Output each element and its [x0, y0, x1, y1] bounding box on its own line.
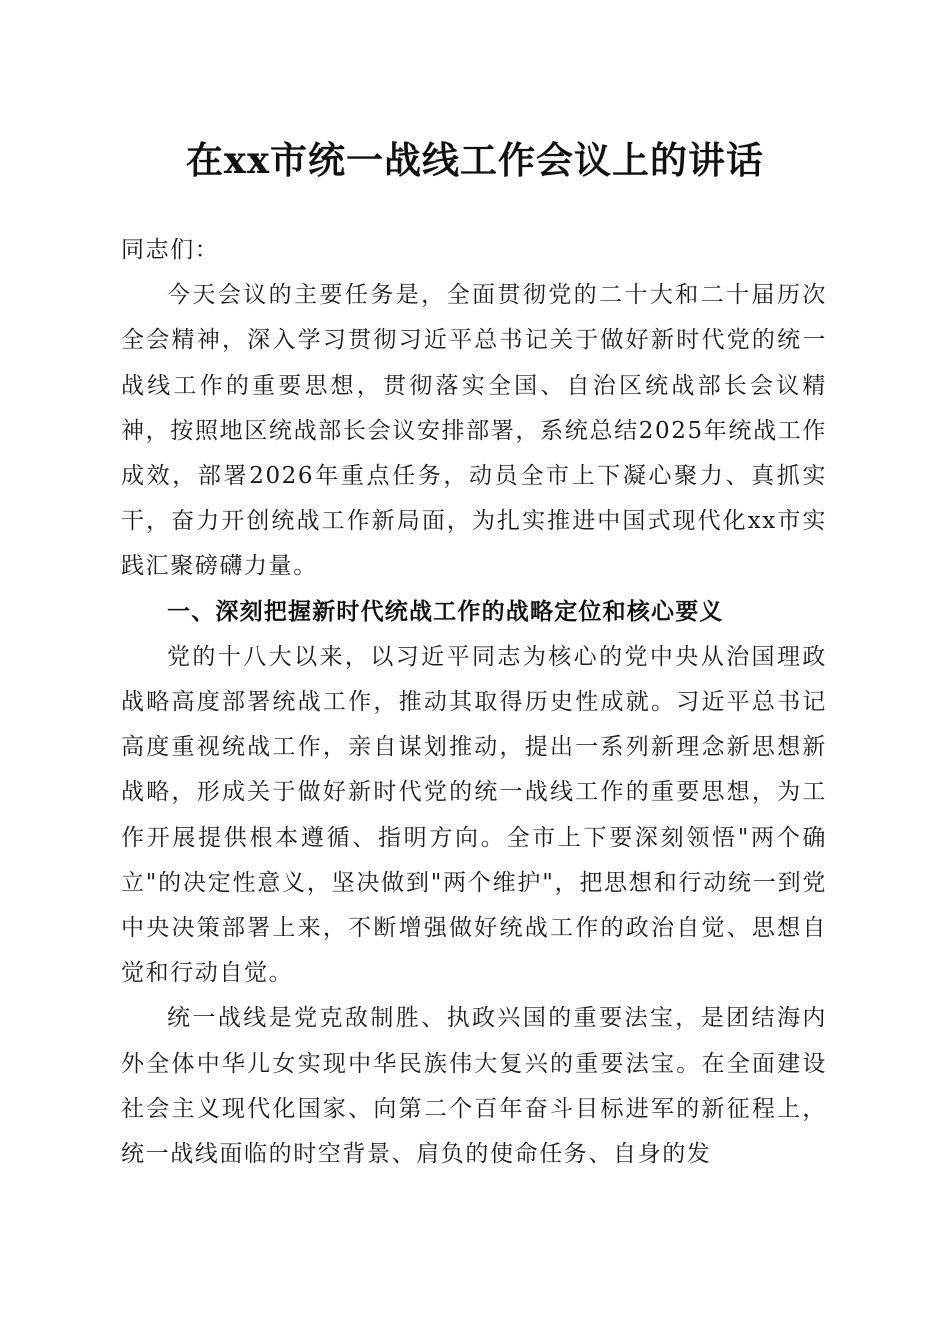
greeting: 同志们：	[121, 237, 220, 263]
document-title: 在xx市统一战线工作会议上的讲话	[185, 138, 765, 182]
section-paragraph: 统一战线是党克敌制胜、执政兴国的重要法宝，是团结海内外全体中华儿女实现中华民族伟大复兴的重要法宝。在全面建设社会主义现代化国家、向第二个百年奋斗目标进军的新征程上，统一战线面临的时空背景、肩负的使命任务、自身的发	[121, 1005, 827, 1168]
intro-paragraph: 今天会议的主要任务是，全面贯彻党的二十大和二十届历次全会精神，深入学习贯彻习近平总书记关于做好新时代党的统一战线工作的重要思想，贯彻落实全国、自治区统战部长会议精神，按照地区统战部长会议安排部署，系统总结2025年统战工作成效，部署2026年重点任务，动员全市上下凝心聚力、真抓实干，奋力开创统战工作新局面，为扎实推进中国式现代化xx市实践汇聚磅礴力量。	[121, 282, 827, 580]
section-heading: 一、深刻把握新时代统战工作的战略定位和核心要义	[167, 598, 724, 625]
document-body	[121, 228, 827, 1177]
section-paragraph: 党的十八大以来，以习近平同志为核心的党中央从治国理政战略高度部署统战工作，推动其取得历史性成就。习近平总书记高度重视统战工作，亲自谋划推动，提出一系列新理念新思想新战略，形成关于做好新时代党的统一战线工作的重要思想，为工作开展提供根本遵循、指明方向。全市上下要深刻领悟"两个确立"的决定性意义，坚决做到"两个维护"，把思想和行动统一到党中央决策部署上来，不断增强做好统战工作的政治自觉、思想自觉和行动自觉。	[121, 643, 827, 987]
